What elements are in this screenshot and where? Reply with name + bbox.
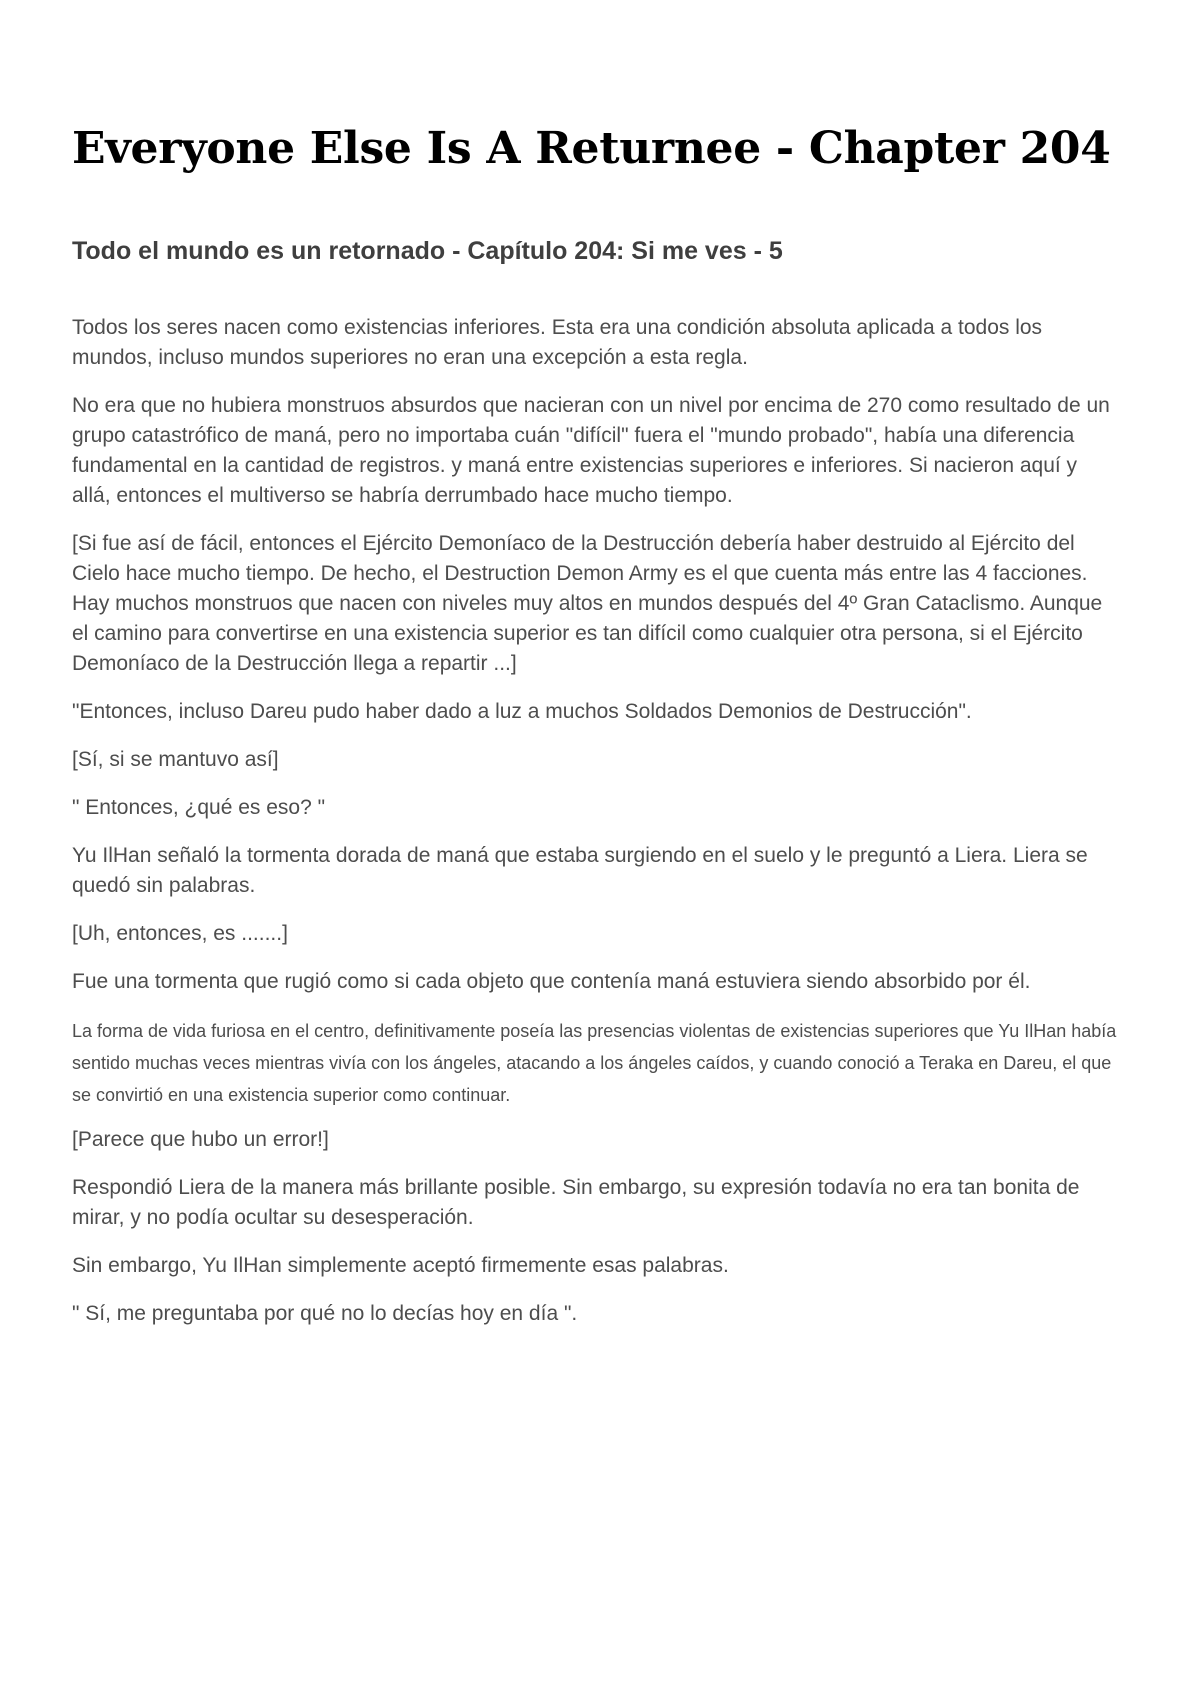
paragraph: Yu IlHan señaló la tormenta dorada de maná que estaba surgiendo en el suelo y le preguntó a Liera. Liera se quedó sin palabras. [72, 844, 1088, 897]
page-title: Everyone Else Is A Returnee - Chapter 204 [72, 123, 1111, 174]
paragraph: La forma de vida furiosa en el centro, definitivamente poseía las presencias violentas de existencias superiores que Yu IlHan había sentido muchas veces mientras vivía con los ángeles, atacando a los ángeles caídos, y cuando conoció a Teraka en Dareu, el que se convirtió en una existencia superior como continuar. [72, 1021, 1117, 1105]
paragraph: "Entonces, incluso Dareu pudo haber dado a luz a muchos Soldados Demonios de Destrucción". [72, 700, 972, 723]
paragraph: [Parece que hubo un error!] [72, 1128, 329, 1151]
paragraph: [Uh, entonces, es .......] [72, 922, 288, 945]
chapter-subtitle: Todo el mundo es un retornado - Capítulo 204: Si me ves - 5 [72, 237, 783, 265]
paragraph: Todos los seres nacen como existencias inferiores. Esta era una condición absoluta aplicada a todos los mundos, incluso mundos superiores no eran una excepción a esta regla. [72, 316, 1043, 369]
paragraph: Fue una tormenta que rugió como si cada objeto que contenía maná estuviera siendo absorbido por él. [72, 970, 1031, 993]
paragraph: [Sí, si se mantuvo así] [72, 748, 279, 771]
paragraph: Sin embargo, Yu IlHan simplemente aceptó firmemente esas palabras. [72, 1254, 729, 1277]
paragraph: [Si fue así de fácil, entonces el Ejército Demoníaco de la Destrucción debería haber destruido al Ejército del Cielo hace mucho tiempo. De hecho, el Destruction Demon Army es el que cuenta más entre las 4 facciones. Hay muchos monstruos que nacen con niveles muy altos en mundos después del 4º Gran Cataclismo. Aunque el camino para convertirse en una existencia superior es tan difícil como cualquier otra persona, si el Ejército Demoníaco de la Destrucción llega a repartir ...] [72, 532, 1103, 675]
paragraph: " Entonces, ¿qué es eso? " [72, 796, 326, 819]
paragraph: " Sí, me preguntaba por qué no lo decías hoy en día ". [72, 1302, 578, 1325]
paragraph: No era que no hubiera monstruos absurdos que nacieran con un nivel por encima de 270 como resultado de un grupo catastrófico de maná, pero no importaba cuán "difícil" fuera el "mundo probado", había una diferencia fundamental en la cantidad de registros. y maná entre existencias superiores e inferiores. Si nacieron aquí y allá, entonces el multiverso se habría derrumbado hace mucho tiempo. [72, 394, 1110, 507]
paragraph: Respondió Liera de la manera más brillante posible. Sin embargo, su expresión todavía no era tan bonita de mirar, y no podía ocultar su desesperación. [72, 1176, 1080, 1229]
chapter-body [72, 313, 1118, 1347]
